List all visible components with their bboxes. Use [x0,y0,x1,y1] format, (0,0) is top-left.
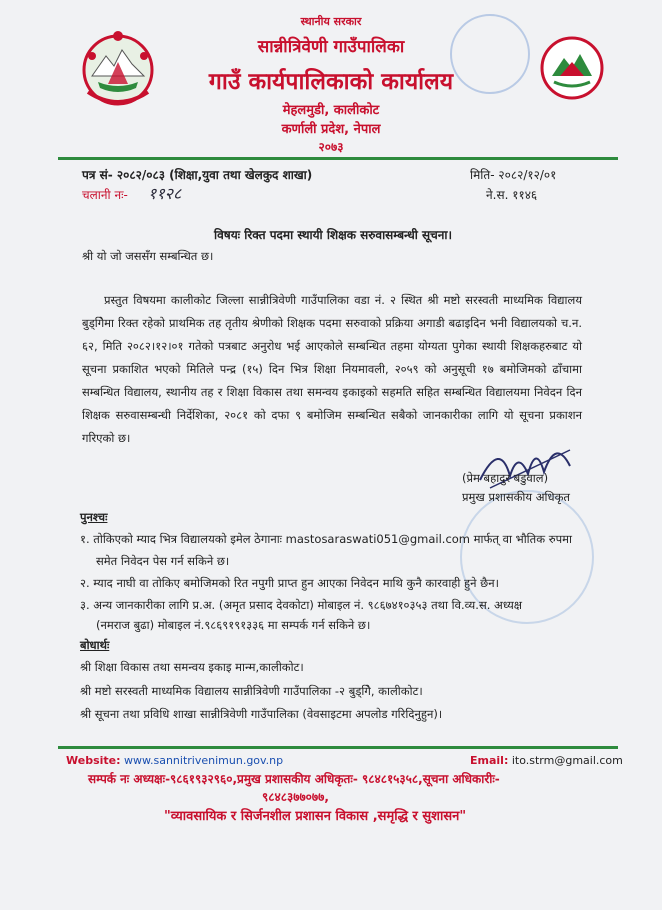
website-link[interactable]: www.sannitrivenimun.gov.np [124,754,284,767]
cc-item-1: श्री शिक्षा विकास तथा समन्वय इकाइ मान्म,कालीकोट। [80,660,304,674]
postscript-item-1: १. तोकिएको म्याद भित्र विद्यालयको इमेल ठेगानाः mastosaraswati051@gmail.com मार्फत् वा भौतिक रुपमा [80,532,572,546]
email-address: ito.strm@gmail.com [511,754,623,767]
main-paragraph: प्रस्तुत विषयमा कालीकोट जिल्ला सान्नीत्रिवेणी गाउँपालिका वडा नं. २ स्थित श्री मष्टो सरस्वती माध्यमिक विद्यालय बुड्गिेमा रिक्त रहेको प्राथमिक तह तृतीय श्रेणीको शिक्षक पदमा सरुवाको प्रक्रिया अगाडी बढाइदिन भनी विद्यालयको च.न. ६२, मिति २०८२।१२।०१ गतेको पत्रबाट अनुरोध भई आएकोले सम्बन्धित तहमा योग्यता पुगेका स्थायी शिक्षकहरुबाट यो सूचना प्रकाशित भएको मितिले पन्द्र (१५) दिन भित्र शिक्षा नियमावली, २०५९ को अनुसूची १७ बमोजिमको ढाँचामा सम्बन्धित विद्यालय, स्थानीय तह र शिक्षा विकास तथा समन्वय इकाइको सहमति सहित सम्बन्धित विद्यालयमा निवेदन दिन शिक्षक सरुवासम्बन्धी निर्देशिका, २०८१ को दफा ९ बमोजिम सम्बन्धित सबैको जानकारीका लागि यो सूचना प्रकाशन गरिएको छ। [82,293,582,445]
header-province: कर्णाली प्रदेश, नेपाल [281,122,381,137]
header-year: २०७३ [318,140,344,154]
website-row [66,754,283,767]
nepal-sambat-date: ने.स. ११४६ [486,188,538,202]
footer-divider [58,746,618,749]
dispatch-number: ११२८ [148,184,182,203]
header-divider [58,157,618,160]
signatory-title: प्रमुख प्रशासकीय अधिकृत [462,490,570,504]
signatory-name: (प्रेम बहादुर बडुवाल) [462,471,549,485]
postscript-item-3: ३. अन्य जानकारीका लागि प्र.अ. (अमृत प्रसाद देवकोटा) मोबाइल नं. ९८६७४१०३५३ तथा वि.व्य.स. अध्यक्ष [80,598,523,612]
addressee: श्री यो जो जससँग सम्बन्धित छ। [82,249,214,263]
contact-line-2: ९८४८३७७०७७, [262,790,329,804]
letter-date: मिति- २०८२/१२/०१ [470,168,557,182]
postscript-item-1-cont: समेत निवेदन पेस गर्न सकिने छ। [96,554,230,568]
slogan: "व्यावसायिक र सिर्जनशील प्रशासन विकास ,समृद्धि र सुशासन" [164,809,467,824]
subject-line: विषयः रिक्त पदमा स्थायी शिक्षक सरुवासम्बन्धी सूचना। [214,228,453,242]
email-row [470,754,623,767]
header-municipality: सान्नीत्रिवेणी गाउँपालिका [257,37,405,57]
cc-heading: बोधार्थः [80,638,110,652]
header-govt: स्थानीय सरकार [300,15,362,28]
cc-item-3: श्री सूचना तथा प्रविधि शाखा सान्नीत्रिवेणी गाउँपालिका (वेवसाइटमा अपलोड गरिदिनुहुन)। [80,707,443,721]
reference-number: पत्र सं- २०८२/०८३ (शिक्षा,युवा तथा खेलकुद शाखा) [82,168,313,182]
postscript-item-2: २. म्याद नाघी वा तोकिए बमोजिमको रित नपुगी प्राप्त हुन आएका निवेदन माथि कुनै कारवाही हुने छैन। [80,576,499,590]
header-office: गाउँ कार्यपालिकाको कार्यालय [208,69,454,95]
website-label: Website: [66,754,121,767]
dispatch-label: चलानी नः- [82,188,128,202]
contact-line-1: सम्पर्क नः अध्यक्षः-९८६१९३२९६०,प्रमुख प्रशासकीय अधिकृतः- ९८४८१५३५८,सूचना अधिकारीः- [88,772,500,786]
postscript-heading: पुनश्चः [80,510,108,524]
postscript-item-3-cont: (नमराज बुढा) मोबाइल नं.९८६९१९१३३६ मा सम्पर्क गर्न सकिने छ। [96,618,371,632]
header-location: मेहलमुडी, कालीकोट [282,103,380,118]
email-label: Email: [470,754,509,767]
cc-item-2: श्री मष्टो सरस्वती माध्यमिक विद्यालय सान्नीत्रिवेणी गाउँपालिका -२ बुड्गिे, कालीकोट। [80,684,423,698]
